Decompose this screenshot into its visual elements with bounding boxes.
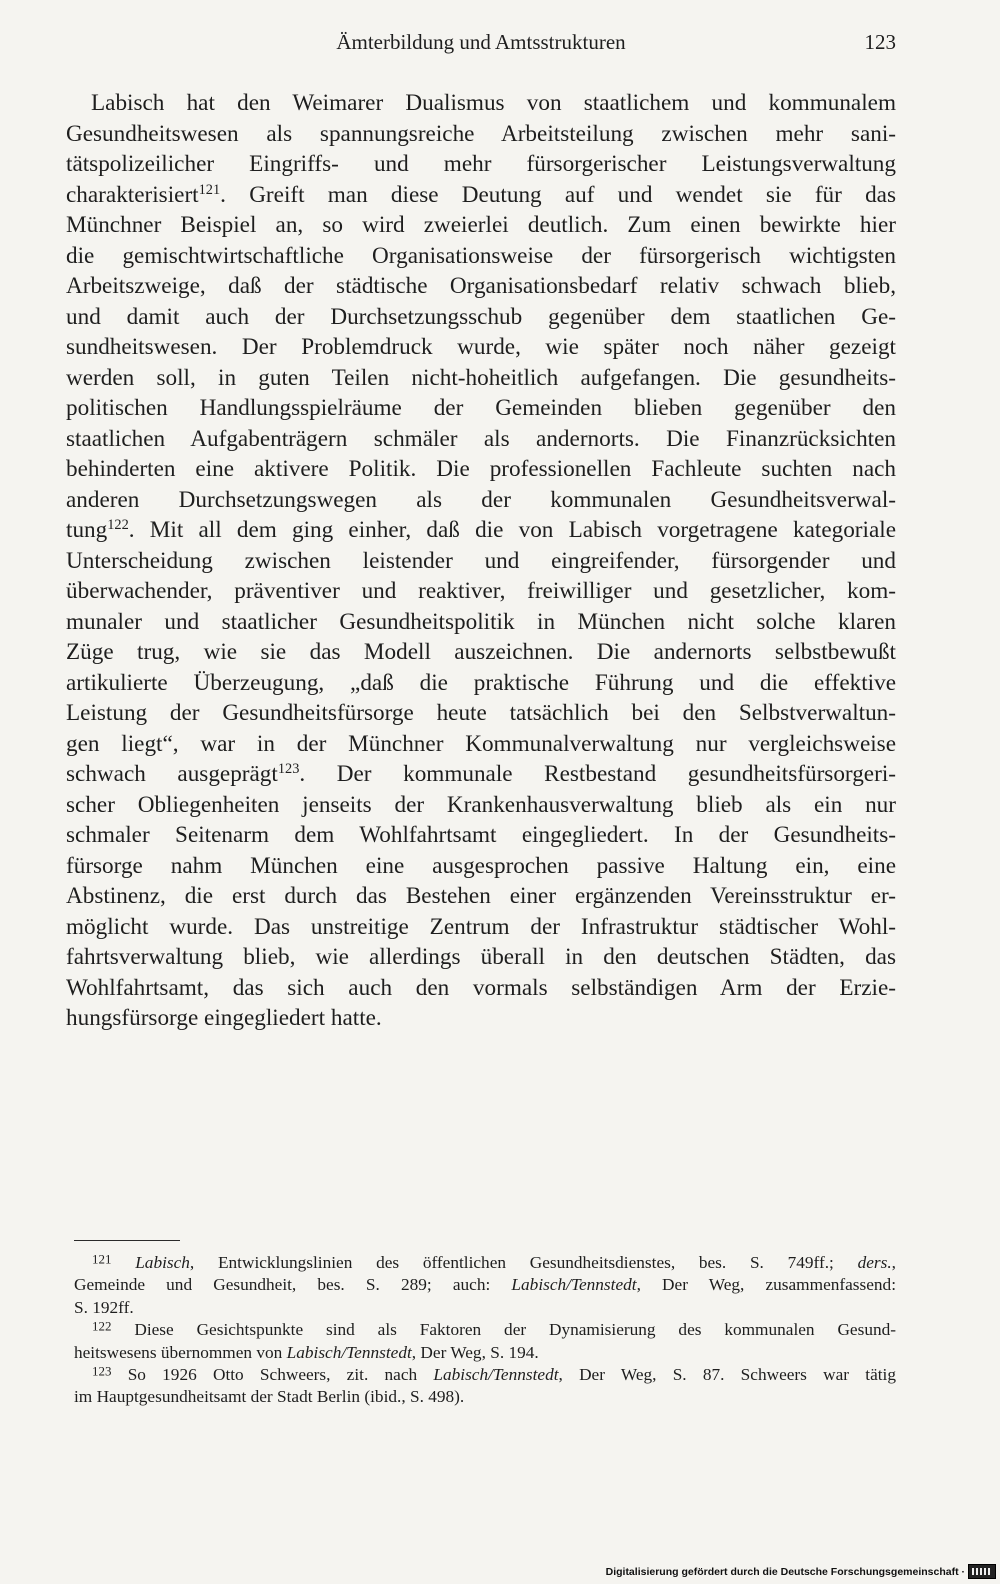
text-line: tung$^{122}$. Mit all dem ging einher, daß die von Labisch vorgetragene kategoriale	[66, 517, 896, 543]
page-number: 123	[864, 30, 896, 54]
text-line: munaler und staatlicher Gesundheitspolitik in München nicht solche klaren	[66, 608, 896, 635]
text-line: Leistung der Gesundheitsfürsorge heute tatsächlich bei den Selbstverwaltun-	[66, 700, 896, 726]
text-line: gen liegt“, war in der Münchner Kommunalverwaltung nur vergleichsweise	[66, 730, 896, 757]
footnote-line: Gemeinde und Gesundheit, bes. S. 289; auch: Labisch/Tennstedt, Der Weg, zusammenfassend:	[74, 1275, 896, 1295]
text-line: tätspolizeilicher Eingriffs- und mehr fürsorgerischer Leistungsverwaltung	[66, 151, 896, 177]
footnote-divider	[74, 1240, 180, 1241]
footnote-line: S. 192ff.	[74, 1297, 134, 1317]
footnote-line: im Hauptgesundheitsamt der Stadt Berlin (ibid., S. 498).	[74, 1387, 465, 1407]
text-line: fürsorge nahm München eine ausgesprochen passive Haltung ein, eine	[66, 852, 896, 879]
text-line: und damit auch der Durchsetzungsschub gegenüber dem staatlichen Ge-	[66, 303, 896, 330]
digitization-credit	[606, 1564, 996, 1579]
footnote-line: $^{123}$ So 1926 Otto Schweers, zit. nach Labisch/Tennstedt, Der Weg, S. 87. Schweers war tätig	[92, 1363, 896, 1384]
footnote-ref[interactable]: 121	[198, 181, 221, 198]
text-line: behinderten eine aktivere Politik. Die professionellen Fachleute suchten nach	[66, 456, 896, 482]
text-line: Gesundheitswesen als spannungsreiche Arbeitsteilung zwischen mehr sani-	[66, 120, 896, 147]
footnote-ref[interactable]: 122	[107, 517, 129, 534]
text-line: Unterscheidung zwischen leistender und eingreifender, fürsorgender und	[66, 547, 896, 574]
footnote-ref[interactable]: 123	[277, 761, 300, 778]
credit-text: Digitalisierung gefördert durch die Deutsche Forschungsgemeinschaft ·	[605, 1565, 965, 1578]
text-line: fahrtsverwaltung blieb, wie allerdings überall in den deutschen Städten, das	[66, 944, 896, 970]
body-paragraph	[66, 88, 896, 1034]
text-line: scher Obliegenheiten jenseits der Krankenhausverwaltung blieb als ein nur	[66, 791, 896, 818]
text-line: schwach ausgeprägt$^{123}$. Der kommunale Restbestand gesundheitsfürsorgeri-	[66, 761, 896, 787]
footnotes	[74, 1252, 896, 1409]
footnote-line: heitswesens übernommen von Labisch/Tennstedt, Der Weg, S. 194.	[74, 1342, 539, 1362]
footnote-line: $^{121}$ Labisch, Entwicklungslinien des öffentlichen Gesundheitsdienstes, bes. S. 749ff.; ders.,	[92, 1252, 896, 1272]
text-line: hungsfürsorge eingegliedert hatte.	[66, 1005, 382, 1031]
text-line: Labisch hat den Weimarer Dualismus von staatlichem und kommunalem	[91, 90, 896, 116]
text-line: werden soll, in guten Teilen nicht-hoheitlich aufgefangen. Die gesundheits-	[66, 364, 896, 391]
footnote-121	[74, 1252, 896, 1319]
footnote-123	[74, 1364, 896, 1409]
footnote-number: 122	[92, 1319, 112, 1334]
text-line: sundheitswesen. Der Problemdruck wurde, wie später noch näher gezeigt	[66, 334, 896, 360]
text-line: Wohlfahrtsamt, das sich auch den vormals selbständigen Arm der Erzie-	[66, 974, 896, 1001]
running-title: Ämterbildung und Amtsstrukturen	[336, 30, 626, 54]
footnote-line: $^{122}$ Diese Gesichtspunkte sind als Faktoren der Dynamisierung des kommunalen Gesund-	[92, 1319, 896, 1340]
text-line: überwachender, präventiver und reaktiver, freiwilliger und gesetzlicher, kom-	[66, 578, 896, 604]
dfg-logo-icon	[968, 1564, 996, 1579]
footnote-122	[74, 1319, 896, 1364]
text-line: artikulierte Überzeugung, „daß die praktische Führung und die effektive	[66, 669, 896, 696]
text-line: anderen Durchsetzungswegen als der kommunalen Gesundheitsverwal-	[66, 486, 896, 513]
footnote-number: 123	[92, 1363, 112, 1379]
text-line: Münchner Beispiel an, so wird zweierlei deutlich. Zum einen bewirkte hier	[66, 212, 896, 238]
text-line: Züge trug, wie sie das Modell auszeichnen. Die andernorts selbstbewußt	[66, 639, 896, 665]
page-header	[66, 30, 896, 60]
text-line: charakterisiert$^{121}$. Greift man diese Deutung auf und wendet sie für das	[66, 181, 896, 208]
text-line: staatlichen Aufgabenträgern schmäler als andernorts. Die Finanzrücksichten	[66, 425, 896, 452]
text-line: möglicht wurde. Das unstreitige Zentrum der Infrastruktur städtischer Wohl-	[66, 913, 896, 940]
text-line: Arbeitszweige, daß der städtische Organisationsbedarf relativ schwach blieb,	[66, 273, 896, 299]
text-line: Abstinenz, die erst durch das Bestehen einer ergänzenden Vereinsstruktur er-	[66, 883, 896, 909]
footnote-number: 121	[92, 1252, 112, 1267]
text-line: die gemischtwirtschaftliche Organisationsweise der fürsorgerisch wichtigsten	[66, 242, 896, 269]
text-line: politischen Handlungsspielräume der Gemeinden blieben gegenüber den	[66, 395, 896, 421]
text-line: schmaler Seitenarm dem Wohlfahrtsamt eingegliedert. In der Gesundheits-	[66, 822, 896, 848]
